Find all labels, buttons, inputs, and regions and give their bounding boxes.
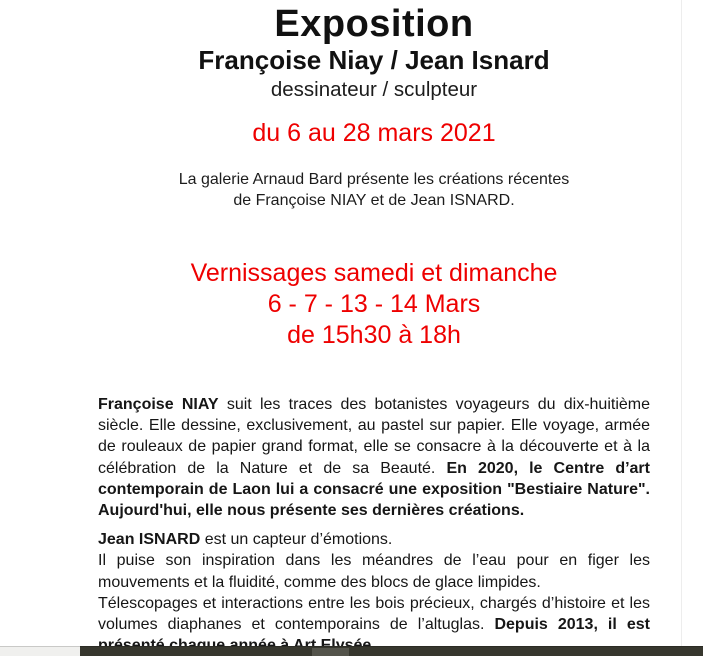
bio-paragraph-jean-isnard <box>98 529 650 656</box>
vernissage-line-3: de 15h30 à 18h <box>287 321 461 349</box>
gallery-intro-line-1: La galerie Arnaud Bard présente les créations récentes <box>178 171 570 188</box>
body-text-line <box>98 479 650 500</box>
text-run: célébration de la Nature et de sa Beauté. <box>98 459 447 477</box>
exhibition-dates: du 6 au 28 mars 2021 <box>252 119 496 147</box>
taskbar-track[interactable] <box>80 646 703 656</box>
text-run: siècle. Elle dessine, exclusivement, au pastel sur papier. Elle voyage, armée <box>98 417 650 435</box>
body-text-line <box>98 614 650 635</box>
text-run: volumes diaphanes et contemporains de l’altuglas. <box>98 616 495 634</box>
body-text-line <box>98 415 650 436</box>
text-run: Télescopages et interactions entre les bois précieux, chargés d’histoire et les <box>98 594 650 612</box>
bold-text-run: Françoise NIAY <box>98 396 219 413</box>
text-run: est un capteur d’émotions. <box>200 531 393 549</box>
bold-text-run: En 2020, le Centre d’art <box>446 459 650 477</box>
body-text-line <box>98 593 650 614</box>
text-run: de rouleaux de papier grand format, elle se consacre à la découverte et à la <box>98 438 650 456</box>
body-text-line <box>98 394 650 415</box>
vernissage-line-2: 6 - 7 - 13 - 14 Mars <box>267 290 481 318</box>
text-run: suit les traces des botanistes voyageurs du dix-huitième <box>218 396 651 413</box>
body-text-line <box>98 458 650 479</box>
vernissage-line-1: Vernissages samedi et dimanche <box>190 259 558 287</box>
vernissage-block <box>98 258 650 351</box>
bold-text-run: Depuis 2013, il est <box>494 616 650 634</box>
bold-text-run: Aujourd'hui, elle nous présente ses dernières créations. <box>98 502 525 520</box>
roles-subheading: dessinateur / sculpteur <box>270 78 478 101</box>
taskbar-thumb[interactable] <box>312 648 349 656</box>
text-run: mouvements et la fluidité, comme des blocs de glace limpides. <box>98 573 541 591</box>
body-text-line <box>98 550 650 571</box>
page-title: Exposition <box>274 3 474 45</box>
taskbar-strip <box>0 646 703 656</box>
gallery-intro <box>98 169 650 211</box>
taskbar-left-segment[interactable] <box>0 646 80 656</box>
body-text-line <box>98 436 650 457</box>
text-run: Il puise son inspiration dans les méandres de l’eau pour en figer les <box>98 552 650 570</box>
artists-heading: Françoise Niay / Jean Isnard <box>198 45 550 75</box>
body-text-line <box>98 500 650 521</box>
document-content <box>98 0 650 656</box>
bold-text-run: Jean ISNARD <box>98 531 201 549</box>
gallery-intro-line-2: de Françoise NIAY et de Jean ISNARD. <box>233 192 515 209</box>
bio-paragraph-francoise-niay <box>98 394 650 521</box>
body-text-line <box>98 572 650 593</box>
page-edge-line <box>681 0 682 646</box>
bold-text-run: contemporain de Laon lui a consacré une exposition "Bestiaire Nature". <box>98 480 650 498</box>
body-text-line <box>98 529 650 550</box>
